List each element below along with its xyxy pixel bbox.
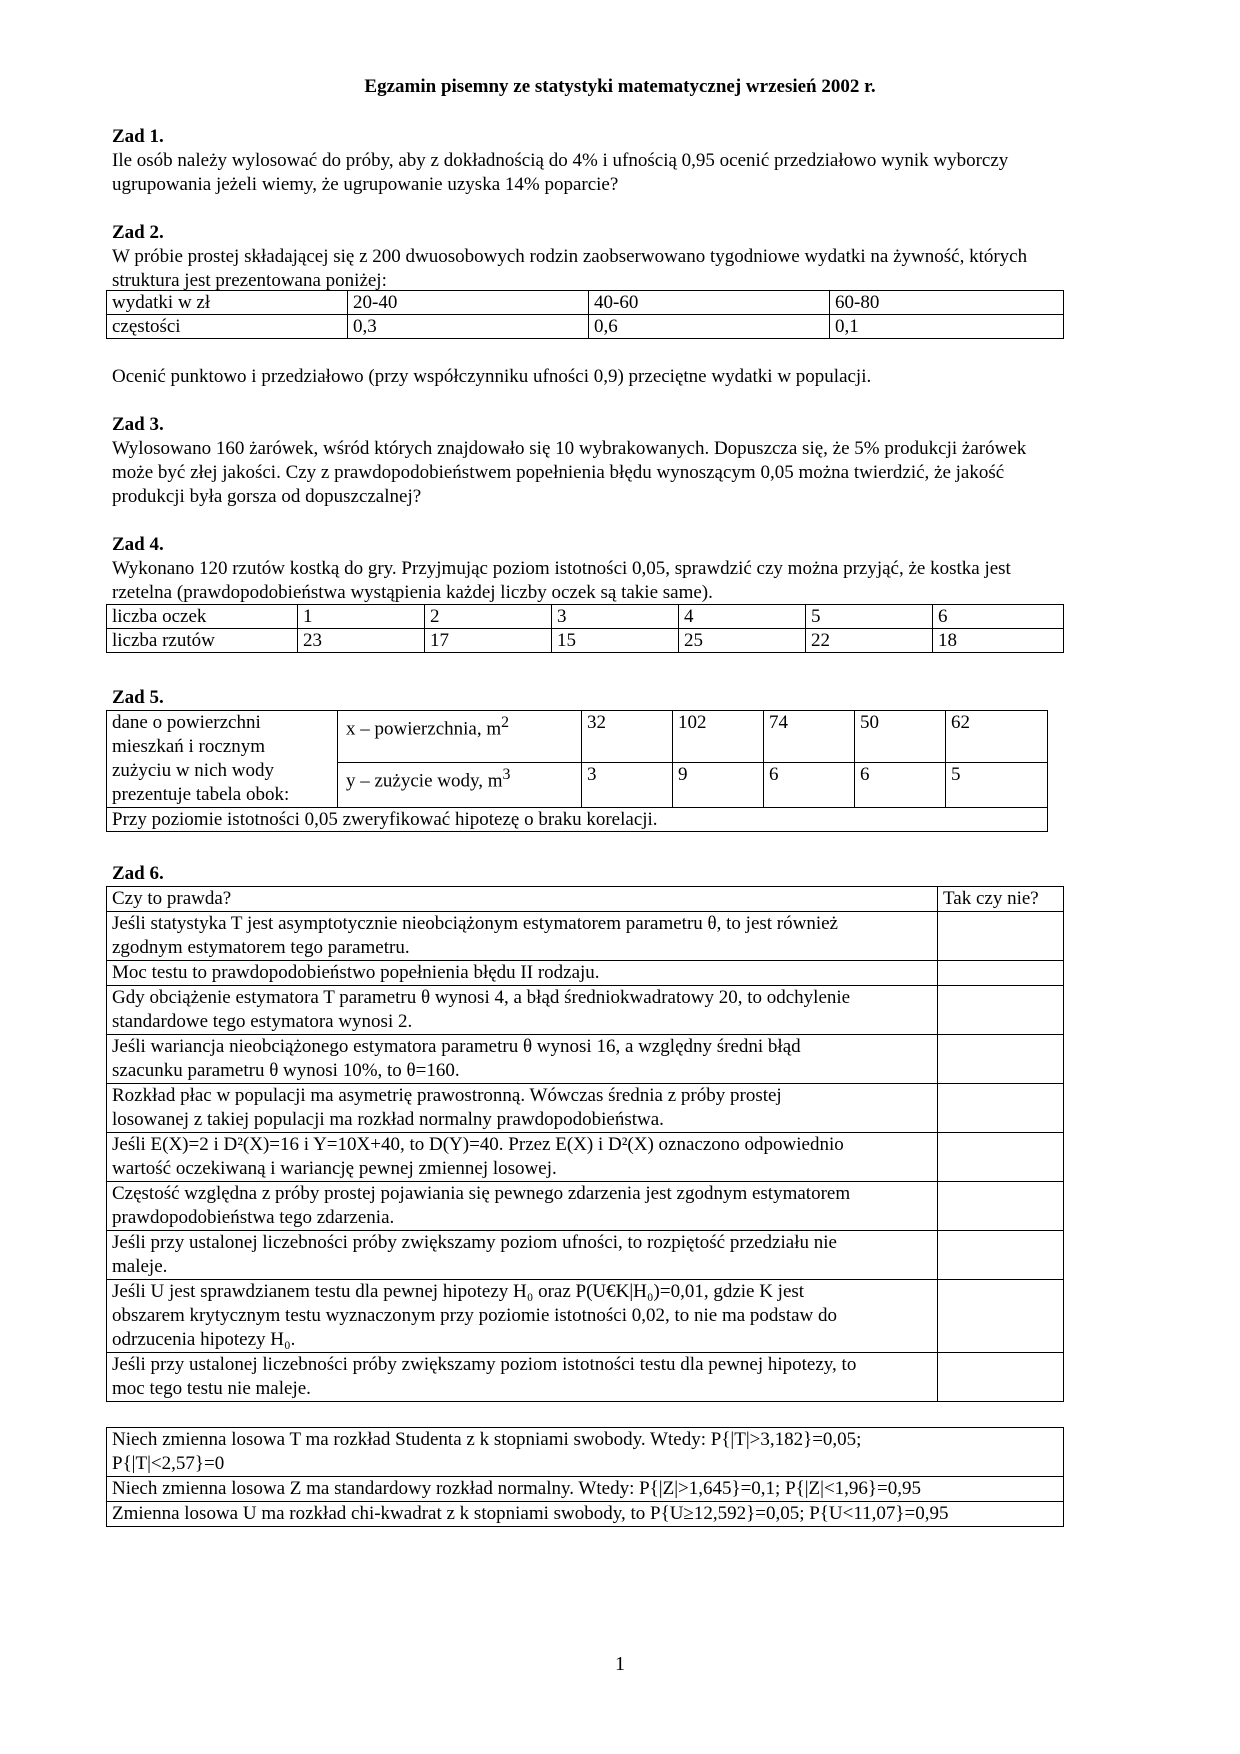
task-2-heading: Zad 2.: [112, 222, 164, 243]
table-cell: 32: [582, 711, 673, 763]
table-row: [107, 1280, 1064, 1353]
statement-line: obszarem krytycznym testu wyznaczonym przy poziomie istotności 0,02, to nie ma podstaw do: [112, 1305, 837, 1326]
table-row: [107, 1133, 1064, 1182]
task-5-description: [107, 711, 338, 808]
table-cell: 5: [946, 762, 1048, 807]
statement-line: Jeśli przy ustalonej liczebności próby zwiększamy poziom istotności testu dla pewnej hipotezy, to: [112, 1354, 857, 1375]
task-1-heading: Zad 1.: [112, 126, 164, 147]
table-row: [107, 1502, 1064, 1527]
table-cell: 62: [946, 711, 1048, 763]
answer-cell[interactable]: [938, 912, 1064, 961]
table-cell: 6: [764, 762, 855, 807]
table-row: [107, 1231, 1064, 1280]
statement-cell: [107, 986, 938, 1035]
statement-line: Częstość względna z próby prostej pojawiania się pewnego zdarzenia jest zgodnym estymatorem: [112, 1183, 851, 1204]
y-label-cell: [338, 762, 582, 807]
table-cell: 102: [673, 711, 764, 763]
task-4-line-2: rzetelna (prawdopodobieństwa wystąpienia każdej liczby oczek są takie same).: [112, 582, 713, 603]
table-cell: 0,3: [348, 315, 589, 339]
answer-cell[interactable]: [938, 1231, 1064, 1280]
statement-line: Moc testu to prawdopodobieństwo popełnienia błędu II rodzaju.: [112, 962, 600, 983]
table-row: [107, 887, 1064, 912]
statement-cell: [107, 961, 938, 986]
statement-cell: [107, 1353, 938, 1402]
fact-cell: [107, 1502, 1064, 1527]
statement-cell: [107, 912, 938, 961]
statement-line: Rozkład płac w populacji ma asymetrię prawostronną. Wówczas średnia z próby prostej: [112, 1085, 782, 1106]
statement-line: prawdopodobieństwa tego zdarzenia.: [112, 1207, 395, 1228]
task-3-line-2: może być złej jakości. Czy z prawdopodobieństwem popełnienia błędu wynoszącym 0,05 można twierdzić, że jakość: [112, 462, 1005, 483]
task-3: [112, 413, 1112, 509]
y-label: y – zużycie wody, m: [346, 769, 503, 791]
table-row: [107, 629, 1064, 653]
answer-cell[interactable]: [938, 961, 1064, 986]
table-cell: liczba oczek: [107, 605, 298, 629]
statement-cell: [107, 1280, 938, 1353]
fact-line: P{|T|<2,57}=0: [112, 1453, 225, 1474]
answer-cell[interactable]: [938, 1084, 1064, 1133]
task-1: [112, 125, 1112, 197]
x-label-cell: [338, 711, 582, 763]
task-2: [112, 221, 1112, 293]
y-unit-exponent: 3: [502, 765, 511, 783]
statement-line: odrzucenia hipotezy H₀.: [112, 1329, 296, 1350]
task-5-desc-line: mieszkań i rocznym: [112, 736, 266, 757]
table-cell: 25: [679, 629, 806, 653]
table-row: [107, 912, 1064, 961]
statement-cell: [107, 1231, 938, 1280]
task-1-line-1: Ile osób należy wylosować do próby, aby z dokładnością do 4% i ufnością 0,95 ocenić przedziałowo wynik wyborczy: [112, 150, 1009, 171]
fact-line: Niech zmienna losowa Z ma standardowy rozkład normalny. Wtedy: P{|Z|>1,645}=0,1; P{|Z|<1,96}=0,95: [112, 1478, 922, 1499]
task-3-heading: Zad 3.: [112, 414, 164, 435]
table-cell: 9: [673, 762, 764, 807]
answer-cell[interactable]: [938, 1353, 1064, 1402]
x-label: x – powierzchnia, m: [346, 718, 502, 740]
task-2-line-1: W próbie prostej składającej się z 200 dwuosobowych rodzin zaobserwowano tygodniowe wydatki na żywność, których: [112, 246, 1028, 267]
table-cell: 1: [298, 605, 425, 629]
task-4-line-1: Wykonano 120 rzutów kostką do gry. Przyjmując poziom istotności 0,05, sprawdzić czy można przyjąć, że kostka jest: [112, 558, 1011, 579]
table-cell: 5: [806, 605, 933, 629]
page-title: Egzamin pisemny ze statystyki matematycznej wrzesień 2002 r.: [364, 76, 876, 97]
table-cell: częstości: [107, 315, 348, 339]
statement-line: wartość oczekiwaną i wariancję pewnej zmiennej losowej.: [112, 1158, 557, 1179]
statement-line: moc tego testu nie maleje.: [112, 1378, 311, 1399]
task-3-line-1: Wylosowano 160 żarówek, wśród których znajdowało się 10 wybrakowanych. Dopuszcza się, że 5% produkcji żarówek: [112, 438, 1027, 459]
statement-cell: [107, 1133, 938, 1182]
statement-cell: [107, 1035, 938, 1084]
table-cell: 60-80: [830, 291, 1064, 315]
table-cell: 17: [425, 629, 552, 653]
table-cell: 15: [552, 629, 679, 653]
table-row: [107, 961, 1064, 986]
task-5-footer: Przy poziomie istotności 0,05 zweryfikować hipotezę o braku korelacji.: [107, 808, 1048, 832]
task-5-heading: Zad 5.: [112, 687, 164, 708]
statement-line: losowanej z takiej populacji ma rozkład normalny prawdopodobieństwa.: [112, 1109, 664, 1130]
x-unit-exponent: 2: [501, 714, 510, 731]
table-row: [107, 1084, 1064, 1133]
statement-cell: [107, 1084, 938, 1133]
statement-line: zgodnym estymatorem tego parametru.: [112, 937, 410, 958]
task-6-header-question: Czy to prawda?: [107, 887, 938, 912]
statement-line: Gdy obciążenie estymatora T parametru θ wynosi 4, a błąd średniokwadratowy 20, to odchylenie: [112, 987, 851, 1008]
table-cell: 0,1: [830, 315, 1064, 339]
table-cell: 6: [933, 605, 1064, 629]
page-number: 1: [615, 1653, 625, 1675]
table-row: [107, 808, 1048, 832]
answer-cell[interactable]: [938, 1182, 1064, 1231]
table-cell: wydatki w zł: [107, 291, 348, 315]
statement-line: Jeśli wariancja nieobciążonego estymatora parametru θ wynosi 16, a względny średni błąd: [112, 1036, 801, 1057]
statement-line: maleje.: [112, 1256, 168, 1277]
statement-line: Jeśli E(X)=2 i D²(X)=16 i Y=10X+40, to D(Y)=40. Przez E(X) i D²(X) oznaczono odpowiednio: [112, 1134, 844, 1155]
answer-cell[interactable]: [938, 1280, 1064, 1353]
statement-cell: [107, 1182, 938, 1231]
table-row: [107, 1428, 1064, 1477]
task-6: [112, 862, 1112, 886]
table-row: [107, 315, 1064, 339]
fact-cell: [107, 1428, 1064, 1477]
statement-line: standardowe tego estymatora wynosi 2.: [112, 1011, 413, 1032]
task-3-line-3: produkcji była gorsza od dopuszczalnej?: [112, 486, 422, 507]
statement-line: Jeśli przy ustalonej liczebności próby zwiększamy poziom ufności, to rozpiętość przedziału nie: [112, 1232, 837, 1253]
fact-line: Niech zmienna losowa T ma rozkład Studenta z k stopniami swobody. Wtedy: P{|T|>3,182}=0,05;: [112, 1429, 862, 1450]
table-cell: 0,6: [589, 315, 830, 339]
task-5-table: [106, 710, 1048, 832]
table-row: [107, 986, 1064, 1035]
answer-cell[interactable]: [938, 986, 1064, 1035]
task-4-table: [106, 604, 1064, 653]
statement-line: Jeśli statystyka T jest asymptotycznie nieobciążonym estymatorem parametru θ, to jest również: [112, 913, 838, 934]
fact-cell: [107, 1477, 1064, 1502]
answer-cell[interactable]: [938, 1133, 1064, 1182]
table-row: [107, 1035, 1064, 1084]
task-5: [112, 686, 1112, 710]
table-cell: 18: [933, 629, 1064, 653]
table-cell: liczba rzutów: [107, 629, 298, 653]
task-2-table: [106, 290, 1064, 339]
table-row: [107, 711, 1048, 763]
table-cell: 40-60: [589, 291, 830, 315]
task-1-line-2: ugrupowania jeżeli wiemy, że ugrupowanie uzyska 14% poparcie?: [112, 174, 619, 195]
table-cell: 74: [764, 711, 855, 763]
task-4: [112, 533, 1112, 605]
table-cell: 6: [855, 762, 946, 807]
table-cell: 3: [582, 762, 673, 807]
table-row: [107, 1477, 1064, 1502]
facts-table: [106, 1427, 1064, 1527]
table-row: [107, 1353, 1064, 1402]
table-cell: 22: [806, 629, 933, 653]
task-6-heading: Zad 6.: [112, 863, 164, 884]
task-2-question: Ocenić punktowo i przedziałowo (przy współczynniku ufności 0,9) przeciętne wydatki w populacji.: [112, 366, 872, 387]
task-2-line-2: struktura jest prezentowana poniżej:: [112, 270, 387, 291]
table-row: [107, 1182, 1064, 1231]
fact-line: Zmienna losowa U ma rozkład chi-kwadrat z k stopniami swobody, to P{U≥12,592}=0,05; P{U<11,07}=0,95: [112, 1503, 949, 1524]
task-5-desc-line: prezentuje tabela obok:: [112, 784, 290, 805]
task-6-table: [106, 886, 1064, 1402]
table-cell: 50: [855, 711, 946, 763]
task-5-desc-line: zużyciu w nich wody: [112, 760, 274, 781]
table-row: [107, 291, 1064, 315]
answer-cell[interactable]: [938, 1035, 1064, 1084]
table-cell: 20-40: [348, 291, 589, 315]
task-5-desc-line: dane o powierzchni: [112, 712, 261, 733]
table-row: [107, 605, 1064, 629]
table-cell: 4: [679, 605, 806, 629]
table-cell: 3: [552, 605, 679, 629]
table-cell: 2: [425, 605, 552, 629]
statement-line: szacunku parametru θ wynosi 10%, to θ=160.: [112, 1060, 460, 1081]
task-4-heading: Zad 4.: [112, 534, 164, 555]
table-cell: 23: [298, 629, 425, 653]
statement-line: Jeśli U jest sprawdzianem testu dla pewnej hipotezy H₀ oraz P(U€K|H₀)=0,01, gdzie K jest: [112, 1281, 805, 1302]
task-6-header-answer: Tak czy nie?: [938, 887, 1064, 912]
